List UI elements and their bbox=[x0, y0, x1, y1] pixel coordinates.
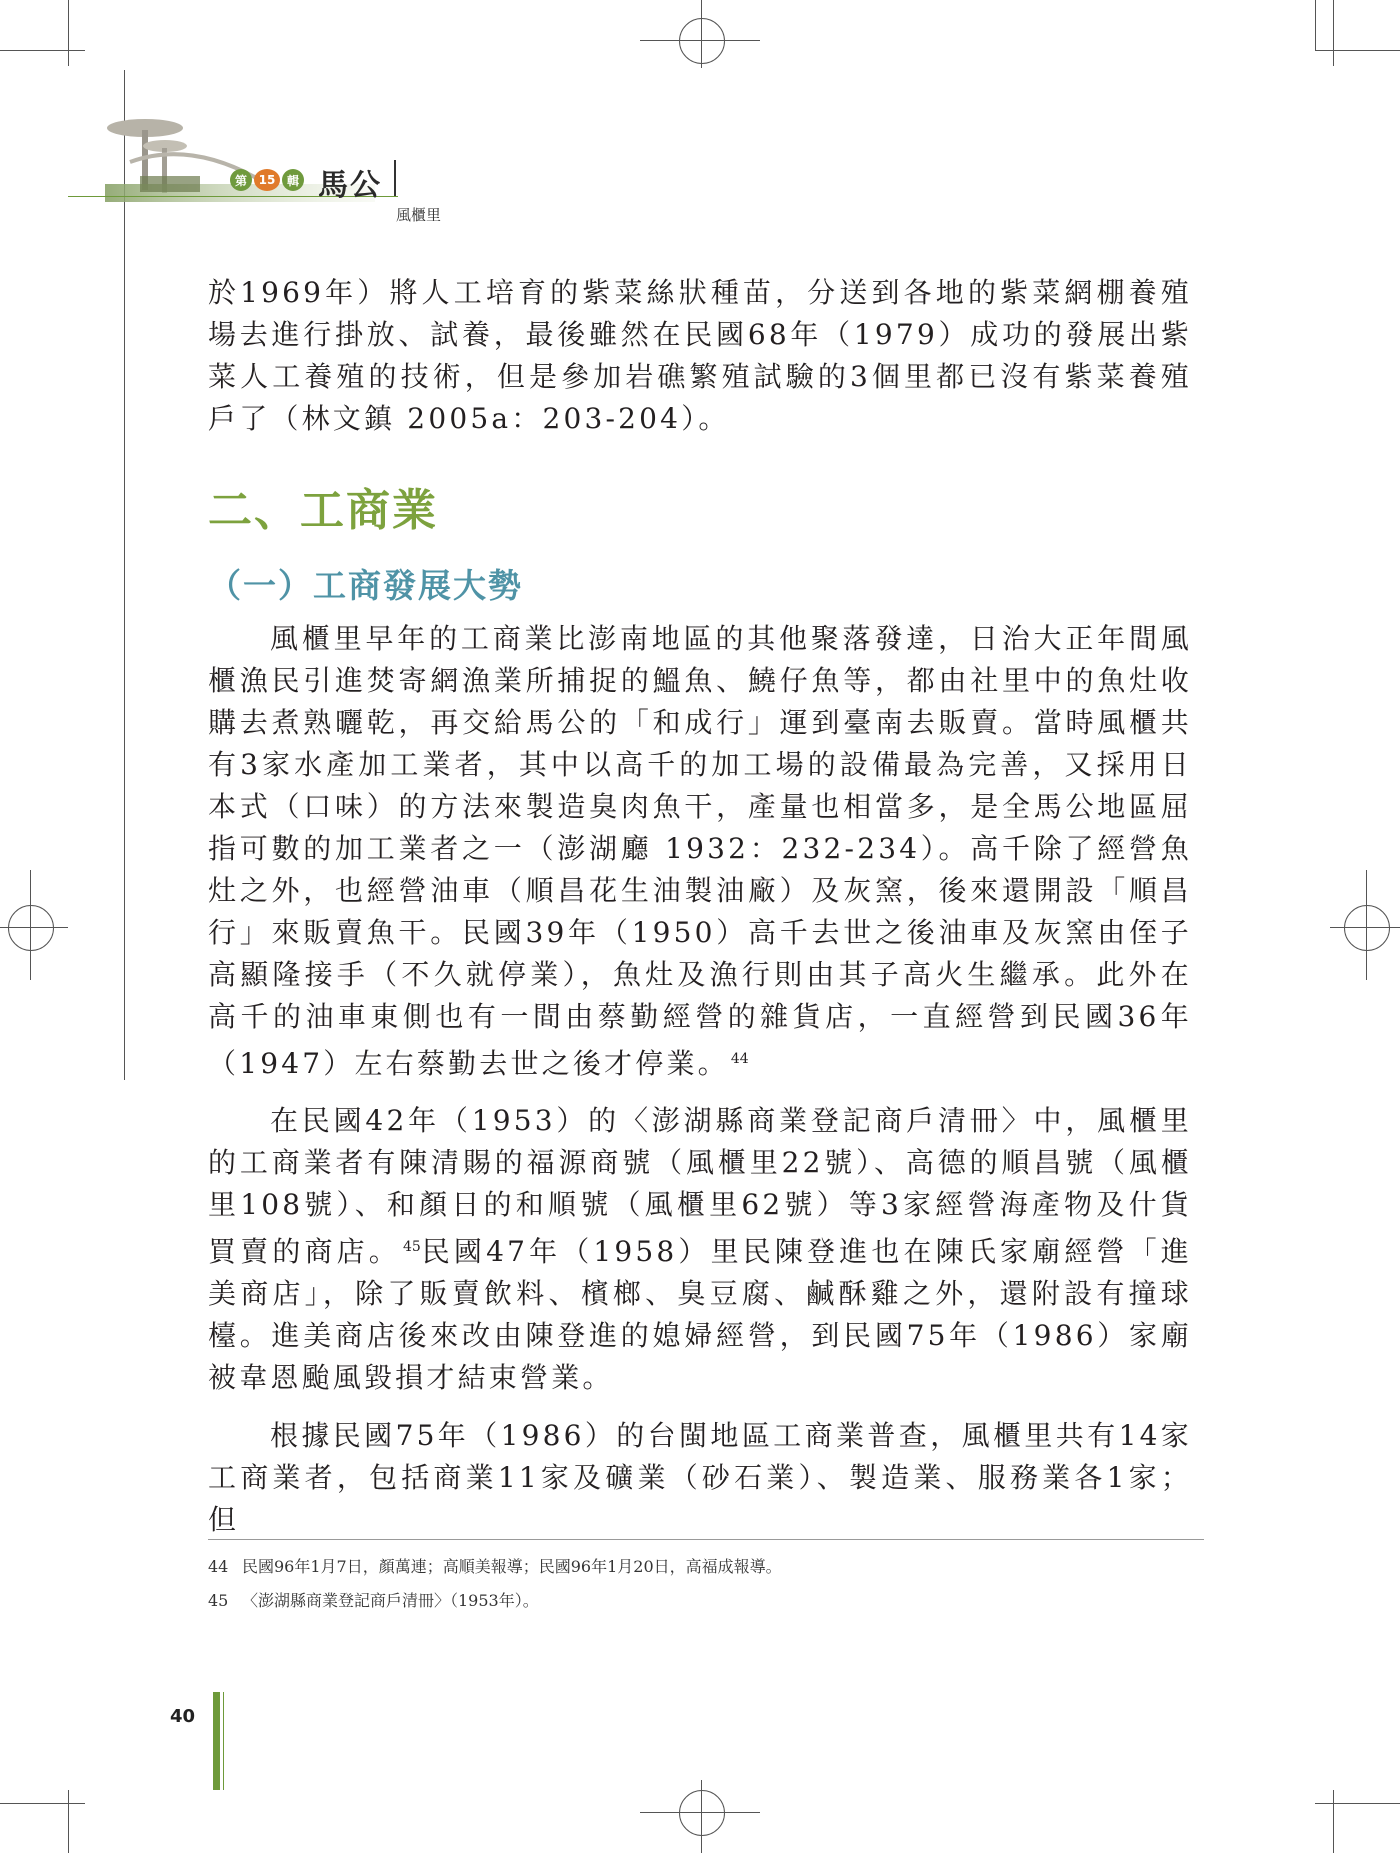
registration-mark bbox=[8, 905, 54, 951]
badge-number: 15 bbox=[254, 169, 280, 191]
section-heading: 二、工商業 bbox=[208, 485, 438, 536]
paragraph bbox=[208, 1100, 1192, 1399]
crop-mark bbox=[1315, 50, 1400, 51]
margin-guide-line bbox=[124, 70, 125, 1080]
crop-mark bbox=[0, 1803, 85, 1804]
footnote-rule bbox=[208, 1539, 1204, 1540]
chapter-badge bbox=[230, 168, 304, 192]
registration-mark bbox=[640, 40, 760, 41]
registration-mark bbox=[0, 927, 68, 928]
registration-mark bbox=[679, 18, 725, 64]
paragraph-text: 在民國42年（1953）的〈澎湖縣商業登記商戶清冊〉中，風櫃里的工商業者有陳清賜的福源商號（風櫃里22號）、高德的順昌號（風櫃里108號）、和顏日的和順號（風櫃里62號）等3家經營海產物及什貨買賣的商店。 bbox=[208, 1104, 1192, 1268]
footnote bbox=[208, 1554, 782, 1577]
registration-mark bbox=[701, 1780, 702, 1853]
badge-prefix: 第 bbox=[230, 169, 252, 191]
shrub bbox=[140, 176, 200, 192]
crop-mark bbox=[0, 50, 85, 51]
registration-mark bbox=[640, 1812, 760, 1813]
crop-mark bbox=[1315, 0, 1316, 50]
registration-mark bbox=[679, 1790, 725, 1836]
paragraph bbox=[208, 618, 1192, 1085]
registration-mark bbox=[30, 870, 31, 980]
paragraph-text: 風櫃里早年的工商業比澎南地區的其他聚落發達，日治大正年間風櫃漁民引進焚寄網漁業所捕捉的鰮魚、鱙仔魚等，都由社里中的魚灶收購去煮熟曬乾，再交給馬公的「和成行」運到臺南去販賣。當時風櫃共有3家水產加工業者，其中以高千的加工場的設備最為完善，又採用日本式（口味）的方法來製造臭肉魚干，產量也相當多，是全馬公地區屈指可數的加工業者之一（澎湖廳 1932：232-234）。高千除了經營魚灶之外，也經營油車（順昌花生油製油廠）及灰窯，後來還開設「順昌行」來販賣魚干。民國39年（1950）高千去世之後油車及灰窯由侄子高顯隆接手（不久就停業），魚灶及漁行則由其子高火生繼承。此外在高千的油車東側也有一間由蔡勤經營的雜貨店，一直經營到民國36年（1947）左右蔡勤去世之後才停業。 bbox=[208, 622, 1192, 1080]
page-number-bar bbox=[223, 1692, 224, 1790]
book-title: 馬公 bbox=[318, 168, 382, 203]
registration-mark bbox=[1366, 870, 1367, 980]
footnote-number: 45 bbox=[208, 1591, 229, 1610]
subsection-heading: （一）工商發展大勢 bbox=[208, 566, 523, 605]
registration-mark bbox=[1330, 927, 1400, 928]
paragraph: 根據民國75年（1986）的台閩地區工商業普查，風櫃里共有14家工商業者，包括商業11家及礦業（砂石業）、製造業、服務業各1家；但 bbox=[208, 1419, 1192, 1536]
registration-mark bbox=[701, 0, 702, 68]
footnote-number: 44 bbox=[208, 1557, 229, 1576]
page-number-bar bbox=[213, 1692, 220, 1790]
crop-mark bbox=[1333, 0, 1334, 66]
footnote bbox=[208, 1588, 539, 1611]
section-label: 風櫃里 bbox=[396, 206, 442, 224]
crop-mark bbox=[1333, 1790, 1334, 1853]
paragraph: 於1969年）將人工培育的紫菜絲狀種苗，分送到各地的紫菜網棚養殖場去進行掛放、試養，最後雖然在民國68年（1979）成功的發展出紫菜人工養殖的技術，但是參加岩礁繁殖試驗的3個里都已沒有紫菜養殖戶了（林文鎮 2005a：203-204）。 bbox=[208, 276, 1192, 435]
footnote-text: 民國96年1月7日，顏萬連；高順美報導；民國96年1月20日，高福成報導。 bbox=[242, 1557, 782, 1576]
paragraph-text: 民國47年（1958）里民陳登進也在陳氏家廟經營「進美商店」，除了販賣飲料、檳榔、臭豆腐、鹹酥雞之外，還附設有撞球檯。進美商店後來改由陳登進的媳婦經營，到民國75年（1986）家廟被韋恩颱風毀損才結束營業。 bbox=[208, 1235, 1193, 1394]
footnote-text: 〈澎湖縣商業登記商戶清冊〉（1953年）。 bbox=[242, 1591, 539, 1610]
crop-mark bbox=[68, 0, 69, 66]
page-number: 40 bbox=[170, 1706, 196, 1727]
crop-mark bbox=[1315, 1803, 1400, 1804]
footnote-ref[interactable]: 45 bbox=[402, 1239, 421, 1255]
footnote-ref[interactable]: 44 bbox=[730, 1051, 749, 1067]
crop-mark bbox=[68, 1790, 69, 1853]
header-divider bbox=[394, 160, 396, 196]
registration-mark bbox=[1344, 905, 1390, 951]
badge-suffix: 輯 bbox=[282, 169, 304, 191]
